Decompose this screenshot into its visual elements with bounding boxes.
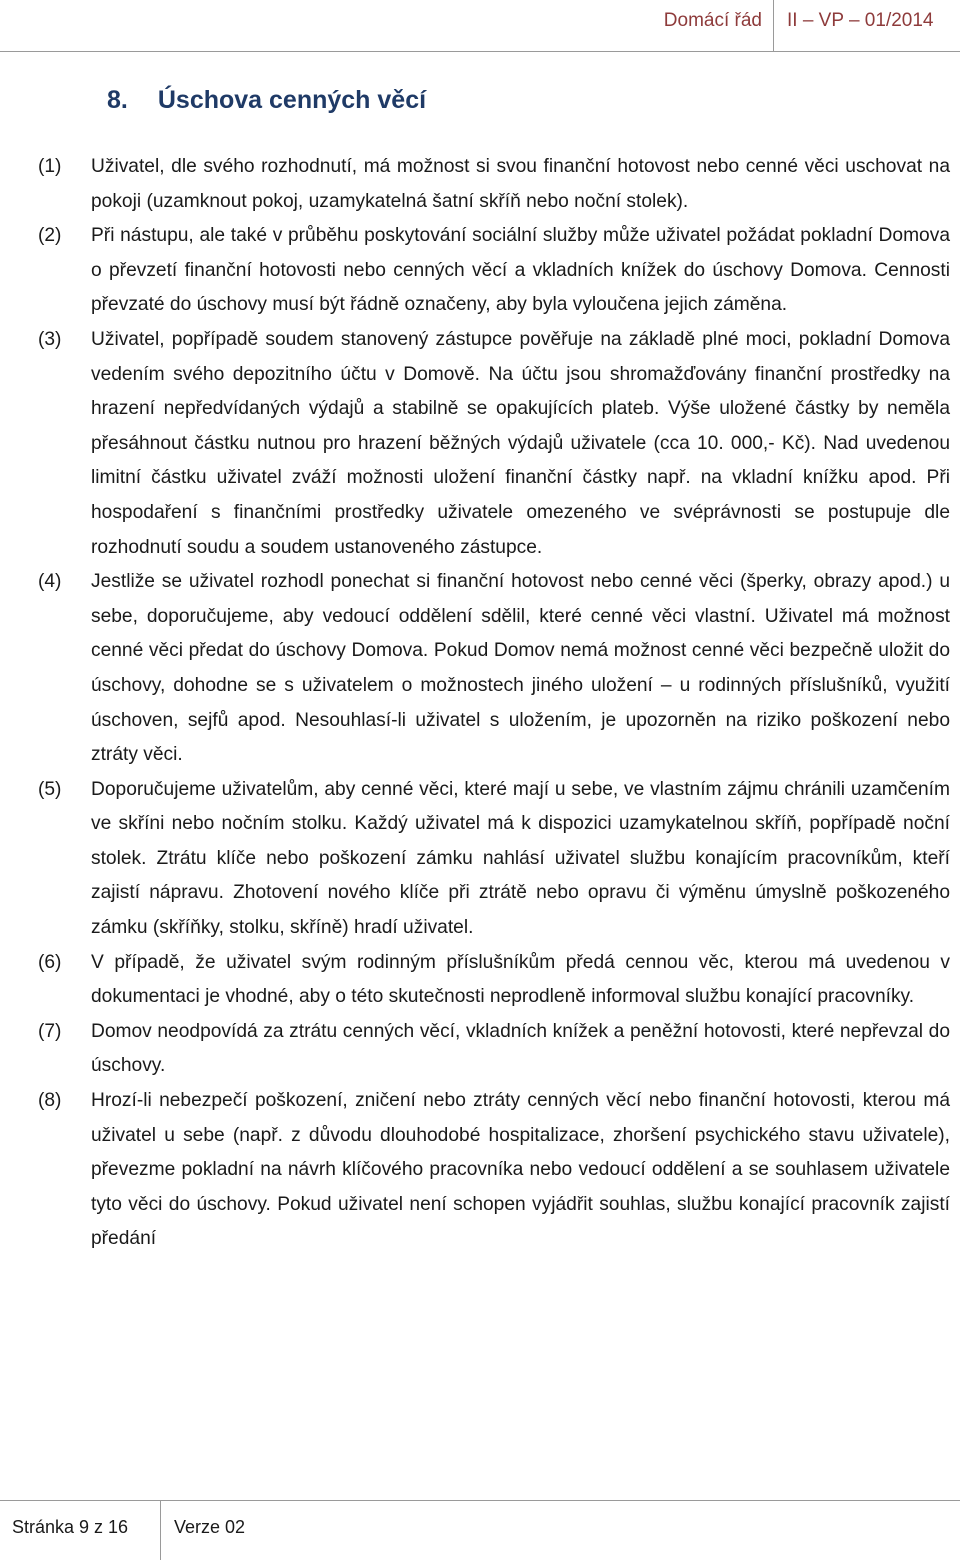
document-version: Verze 02 (174, 1517, 246, 1537)
paragraph-text: V případě, že uživatel svým rodinným příslušníkům předá cennou věc, kterou má uvedenou v dokumentaci je vhodné, aby o této skutečnosti neprodleně informoval službu konající pracovníky. (91, 951, 950, 1008)
footer-rule (0, 1500, 960, 1501)
paragraph-text: Hrozí-li nebezpečí poškození, zničení nebo ztráty cenných věcí nebo finanční hotovosti, kterou má uživatel u sebe (např. z důvodu dlouhodobé hospitalizace, zhoršení psychického stavu uživatele), převezme pokladní na návrh klíčového pracovníka nebo vedoucí oddělení a se souhlasem uživatele tyto věci do úschovy. Pokud uživatel není schopen vyjádřit souhlas, službu konající pracovník zajistí předání (91, 1090, 950, 1250)
paragraph-text: Uživatel, popřípadě soudem stanovený zástupce pověřuje na základě plné moci, pokladní Domova vedením svého depozitního účtu v Domově. Na účtu jsou shromažďovány finanční prostředky na hrazení nepředvídaných výdajů a stabilně se opakujících plateb. Výše uložené částky by neměla přesáhnout částku nutnou pro hrazení běžných výdajů uživatele (cca 10. 000,- Kč). Nad uvedenou limitní částku uživatel zváží možnosti uložení finanční částky např. na vkladní knížku apod. Při hospodaření s finančními prostředky uživatele omezeného ve svéprávnosti se postupuje dle rozhodnutí soudu a soudem ustanoveného zástupce. (91, 328, 950, 558)
footer-divider (160, 1500, 161, 1560)
paragraph-3 (38, 323, 950, 565)
paragraph-text: Doporučujeme uživatelům, aby cenné věci, které mají u sebe, ve vlastním zájmu chránili uzamčením ve skříni nebo nočním stolku. Každý uživatel má k dispozici uzamykatelnou skříň, popřípadě noční stolek. Ztrátu klíče nebo poškození zámku nahlásí uživatel službu konajícím pracovníkům, kteří zajistí nápravu. Zhotovení nového klíče při ztrátě nebo opravu či výměnu úmyslně poškozeného zámku (skříňky, stolku, skříně) hradí uživatel. (91, 778, 950, 939)
paragraph-number: (4) (38, 571, 62, 593)
page-header (0, 0, 960, 52)
section-number: 8. (107, 86, 128, 114)
header-rule (0, 51, 960, 52)
paragraph-number: (1) (38, 156, 62, 177)
section-title: Úschova cenných věcí (157, 86, 427, 114)
section-body (38, 150, 950, 1257)
paragraph-number: (2) (38, 225, 62, 247)
paragraph-text: Při nástupu, ale také v průběhu poskytování sociální služby může uživatel požádat pokladní Domova o převzetí finanční hotovosti nebo cenných věcí a vkladních knížek do úschovy Domova. Cennosti převzaté do úschovy musí být řádně označeny, aby byla vyloučena jejich záměna. (91, 225, 950, 316)
paragraph-2 (38, 219, 950, 323)
paragraph-number: (8) (38, 1090, 62, 1112)
page-footer (0, 1500, 960, 1560)
paragraph-5 (38, 773, 950, 946)
paragraph-1 (38, 150, 950, 219)
paragraph-text: Jestliže se uživatel rozhodl ponechat si finanční hotovost nebo cenné věci (šperky, obrazy apod.) u sebe, doporučujeme, aby vedoucí oddělení sdělil, které cenné věci vlastní. Uživatel má možnost cenné věci předat do úschovy Domova. Pokud Domov nemá možnost cenné věci bezpečně uložit do úschovy, dohodne se s uživatelem o možnostech jiného uložení – u rodinných příslušníků, využití úschoven, sejfů apod. Nesouhlasí-li uživatel s uložením, je upozorněn na riziko poškození nebo ztráty věci. (91, 571, 950, 766)
paragraph-text: Domov neodpovídá za ztrátu cenných věcí, vkladních knížek a peněžní hotovosti, které nepřevzal do úschovy. (91, 1020, 950, 1077)
paragraph-number: (6) (38, 951, 62, 973)
paragraph-number: (3) (38, 328, 62, 350)
paragraph-7 (38, 1015, 950, 1084)
paragraph-8 (38, 1084, 950, 1257)
paragraph-number: (5) (38, 778, 62, 800)
paragraph-6 (38, 946, 950, 1015)
paragraph-number: (7) (38, 1020, 62, 1042)
page-number: Stránka 9 z 16 (12, 1517, 129, 1537)
paragraph-text: Uživatel, dle svého rozhodnutí, má možnost si svou finanční hotovost nebo cenné věci uschovat na pokoji (uzamknout pokoj, uzamykatelná šatní skříň nebo noční stolek). (91, 156, 950, 212)
header-divider (773, 0, 774, 52)
document-title: Domácí řád (663, 10, 762, 31)
section-heading (107, 86, 426, 115)
paragraph-4 (38, 565, 950, 773)
document-reference: II – VP – 01/2014 (787, 10, 934, 31)
